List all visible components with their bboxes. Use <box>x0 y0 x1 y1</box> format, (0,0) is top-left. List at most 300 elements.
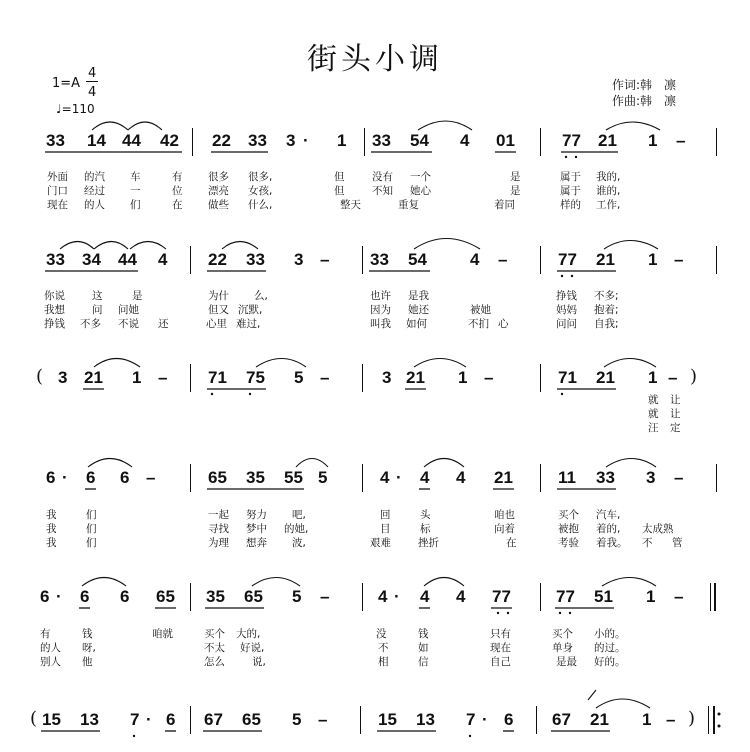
lyric: 谁的, <box>596 185 621 197</box>
note: 3 <box>646 468 656 487</box>
lyric: 一起 <box>208 509 229 521</box>
lyric: 买个 <box>558 509 579 521</box>
bar-line <box>362 364 363 392</box>
note: 1 <box>646 587 656 606</box>
lyric: 不说 <box>118 318 139 330</box>
note-group: 34 <box>82 250 101 269</box>
lyric: 一 <box>130 185 141 197</box>
low-octave-dot <box>561 393 563 395</box>
lyric: 问问 <box>556 318 577 330</box>
note: 1 <box>132 368 142 387</box>
lyric: 向着 <box>494 523 515 535</box>
low-octave-dot <box>565 156 567 158</box>
time-signature-top: 4 <box>88 66 97 81</box>
lyric: 我想 <box>44 304 65 316</box>
double-bar-line <box>714 583 716 611</box>
lyric: 标 <box>420 523 431 535</box>
lyric: 说, <box>252 656 266 668</box>
note: 1 <box>337 131 347 150</box>
lyric: 你说 <box>44 290 65 302</box>
dot: · <box>62 468 68 487</box>
slur <box>60 242 94 250</box>
open-parenthesis: ( <box>36 366 44 387</box>
note: 1 <box>642 710 652 729</box>
dash: – <box>668 368 678 387</box>
lyric: 的她, <box>284 523 309 535</box>
lyric: 门口 <box>47 185 68 197</box>
lyric: 问她 <box>118 304 139 316</box>
bar-line <box>716 128 717 156</box>
lyric: 挫折 <box>418 537 439 549</box>
note-group: 21 <box>406 368 425 387</box>
repeat-dot <box>718 713 721 716</box>
note: 1 <box>648 131 658 150</box>
low-octave-dot <box>497 612 499 614</box>
low-octave-dot <box>575 156 577 158</box>
note: 3 <box>294 250 304 269</box>
note: 5 <box>318 468 328 487</box>
slur <box>606 122 660 130</box>
lyric: 着同 <box>494 199 515 211</box>
bar-line <box>364 128 365 156</box>
lyric: 呀, <box>82 642 96 654</box>
lyric: 很多 <box>208 171 229 183</box>
lyric: 的过。 <box>594 642 626 654</box>
note: 3 <box>286 131 296 150</box>
lyric: 是我 <box>408 290 429 302</box>
lyric: 就 <box>648 394 659 406</box>
lyric: 艰难 <box>370 537 391 549</box>
bar-line <box>190 464 191 492</box>
lyric: 不知 <box>372 185 393 197</box>
note: 4 <box>420 587 430 606</box>
dot: · <box>396 468 402 487</box>
lyric: 就 <box>648 408 659 420</box>
lyric: 是 <box>510 171 521 183</box>
lyric: 也许 <box>370 290 391 302</box>
lyric: 我 <box>46 537 57 549</box>
lyric: 钱 <box>418 628 429 640</box>
lyric: 们 <box>86 537 97 549</box>
lyric: 自己 <box>490 656 511 668</box>
bar-line <box>190 706 191 734</box>
slur <box>418 121 472 130</box>
lyric: 我的, <box>596 171 621 183</box>
slur <box>602 578 656 587</box>
note-group: 65 <box>208 468 227 487</box>
lyric: 现在 <box>490 642 511 654</box>
dash: – <box>666 710 676 729</box>
note-group: 55 <box>284 468 303 487</box>
low-octave-dot <box>507 612 509 614</box>
lyric: 咱也 <box>494 509 515 521</box>
note-group: 71 <box>558 368 577 387</box>
note-group: 75 <box>246 368 265 387</box>
lyric: 不太 <box>204 642 225 654</box>
low-octave-dot <box>569 612 571 614</box>
note-group: 44 <box>122 131 141 150</box>
lyric: 吧, <box>292 509 306 521</box>
underline-marks <box>41 152 621 731</box>
lyric: 想奔 <box>246 537 267 549</box>
note: 6 <box>86 468 96 487</box>
grace-mark <box>588 690 596 700</box>
note-group: 51 <box>594 587 613 606</box>
note: 4 <box>456 468 466 487</box>
close-parenthesis: ) <box>690 366 698 387</box>
lyric: 但又 <box>208 304 229 316</box>
slur <box>424 459 464 468</box>
dash: – <box>320 368 330 387</box>
slur <box>92 122 128 130</box>
dash: – <box>674 587 684 606</box>
time-signature-bottom: 4 <box>88 85 97 100</box>
time-signature-line <box>86 81 98 82</box>
lyric: 经过 <box>84 185 105 197</box>
low-octave-dot <box>571 275 573 277</box>
repeat-dot <box>718 725 721 728</box>
lyric: 钱 <box>82 628 93 640</box>
lyric: 我 <box>46 523 57 535</box>
lyric: 难过, <box>236 318 261 330</box>
lyric: 的汽 <box>84 171 105 183</box>
song-title: 街头小调 <box>307 42 443 77</box>
lyric: 车 <box>130 171 141 183</box>
lyric: 没有 <box>372 171 393 183</box>
slur <box>596 699 650 708</box>
lyric: 但 <box>334 185 345 197</box>
tempo-mark: ♩=110 <box>56 102 95 116</box>
note: 1 <box>648 368 658 387</box>
note: 4 <box>470 250 480 269</box>
lyric: 不 <box>378 642 389 654</box>
dash: – <box>158 368 168 387</box>
lyric: 小的。 <box>594 628 626 640</box>
slur <box>222 242 258 250</box>
slur <box>604 359 656 368</box>
note-group: 35 <box>206 587 225 606</box>
lyric: 好的。 <box>594 656 626 668</box>
lyric: 怎么 <box>204 656 225 668</box>
lyric: 她还 <box>408 304 429 316</box>
lyric: 有 <box>172 171 183 183</box>
lyric: 不多; <box>594 290 619 302</box>
note: 6 <box>166 710 176 729</box>
lyric: 有 <box>40 628 51 640</box>
bar-line <box>540 583 541 611</box>
note-group: 14 <box>87 131 106 150</box>
bar-line <box>540 464 541 492</box>
note: 1 <box>458 368 468 387</box>
dash: – <box>484 368 494 387</box>
bar-line <box>708 706 709 734</box>
note: 4 <box>456 587 466 606</box>
lyric: 很多, <box>248 171 273 183</box>
lyric: 如 <box>418 642 429 654</box>
bar-line <box>716 464 717 492</box>
dash: – <box>318 710 328 729</box>
lyric: 属于 <box>560 171 581 183</box>
note: 4 <box>380 468 390 487</box>
note-group: 21 <box>494 468 513 487</box>
note-group: 65 <box>242 710 261 729</box>
note: 5 <box>292 710 302 729</box>
lyric: 大的, <box>236 628 261 640</box>
low-octave-dot <box>249 393 251 395</box>
note: 6 <box>120 468 130 487</box>
note: 1 <box>648 250 658 269</box>
dash: – <box>498 250 508 269</box>
lyric: 做些 <box>208 199 229 211</box>
lyric: 管 <box>672 537 683 549</box>
slur <box>128 122 162 130</box>
note-group: 22 <box>208 250 227 269</box>
note-group: 77 <box>562 131 581 150</box>
lyric: 努力 <box>246 509 267 521</box>
note: 6 <box>80 587 90 606</box>
slur <box>606 459 656 468</box>
lyric: 他 <box>82 656 93 668</box>
lyric: 抱着; <box>594 304 619 316</box>
lyric: 挣钱 <box>556 290 577 302</box>
lyric: 漂亮 <box>208 185 229 197</box>
note: 4 <box>460 131 470 150</box>
note: 4 <box>420 468 430 487</box>
lyric: 不 <box>642 537 653 549</box>
dot: · <box>394 587 400 606</box>
note-group: 77 <box>558 250 577 269</box>
slur <box>252 578 300 587</box>
bar-line <box>190 583 191 611</box>
lyric: 波, <box>292 537 306 549</box>
note-group: 33 <box>248 131 267 150</box>
note: 4 <box>158 250 168 269</box>
bar-line <box>190 246 191 274</box>
lyric: 自我; <box>594 318 619 330</box>
lyric: 好说, <box>240 642 265 654</box>
lyric: 相 <box>378 656 389 668</box>
lyric: 整天 <box>340 199 361 211</box>
lyric: 单身 <box>552 642 573 654</box>
lyric: 买个 <box>552 628 573 640</box>
note-group: 21 <box>598 131 617 150</box>
lyric: 没 <box>376 628 387 640</box>
note: 6 <box>46 468 56 487</box>
low-octave-dot <box>561 275 563 277</box>
lyric: 不多 <box>80 318 101 330</box>
lyric: 外面 <box>47 171 68 183</box>
note-group: 65 <box>244 587 263 606</box>
lyric: 她心 <box>410 185 431 197</box>
lyric: 被她 <box>470 304 491 316</box>
dash: – <box>320 587 330 606</box>
lyric: 是 <box>510 185 521 197</box>
lyric: 心 <box>498 318 509 330</box>
slur <box>88 459 132 468</box>
lyric: 女孩, <box>248 185 273 197</box>
bar-line <box>362 464 363 492</box>
slur <box>94 242 128 250</box>
bar-line <box>710 583 711 611</box>
low-octave-dot <box>559 612 561 614</box>
note: 5 <box>292 587 302 606</box>
dot: · <box>482 710 488 729</box>
slur <box>604 241 658 250</box>
lyric: 为什 <box>208 290 229 302</box>
note: 4 <box>378 587 388 606</box>
lyric: 们 <box>86 509 97 521</box>
lyric: 叫我 <box>370 318 391 330</box>
note-group: 15 <box>42 710 61 729</box>
note-group: 13 <box>416 710 435 729</box>
lyric: 是最 <box>556 656 577 668</box>
dot: · <box>146 710 152 729</box>
lyric: 别人 <box>40 656 61 668</box>
lyric: 我 <box>46 509 57 521</box>
note-group: 44 <box>118 250 137 269</box>
composer-credit: 作曲:韩 凛 <box>612 94 677 108</box>
lyric: 工作, <box>596 199 621 211</box>
note-group: 01 <box>496 131 515 150</box>
note: 3 <box>382 368 392 387</box>
lyric: 是 <box>132 290 143 302</box>
close-parenthesis: ) <box>688 708 696 729</box>
slur <box>414 239 480 250</box>
lyric: 们 <box>130 199 141 211</box>
lyric: 定 <box>670 422 681 434</box>
dash: – <box>674 468 684 487</box>
lyric: 考验 <box>558 537 579 549</box>
bar-line <box>360 706 361 734</box>
note: 6 <box>120 587 130 606</box>
slur <box>414 359 466 368</box>
lyric: 什么, <box>248 199 273 211</box>
lyric: 在 <box>506 537 517 549</box>
lyric: 一个 <box>410 171 431 183</box>
lyric: 么, <box>254 290 268 302</box>
low-octave-dot <box>469 735 471 737</box>
bar-line <box>190 364 191 392</box>
bar-line <box>540 364 541 392</box>
lyric: 沉默, <box>238 304 263 316</box>
lyric: 让 <box>670 394 681 406</box>
note: 3 <box>58 368 68 387</box>
bar-line <box>362 583 363 611</box>
lyric: 这 <box>92 290 103 302</box>
note-group: 21 <box>590 710 609 729</box>
dash: – <box>146 468 156 487</box>
lyric: 着的, <box>596 523 621 535</box>
lyric: 为理 <box>208 537 229 549</box>
note: 7 <box>466 710 476 729</box>
note-group: 54 <box>408 250 427 269</box>
bar-line <box>536 706 537 734</box>
slur <box>82 578 126 587</box>
lyric: 挣钱 <box>44 318 65 330</box>
lyric: 不扪 <box>468 318 489 330</box>
bar-line <box>716 246 717 274</box>
note-group: 65 <box>156 587 175 606</box>
note-group: 54 <box>410 131 429 150</box>
lyric: 让 <box>670 408 681 420</box>
lyric: 如何 <box>406 318 427 330</box>
lyric: 咱就 <box>152 628 173 640</box>
lyric: 只有 <box>490 628 511 640</box>
slur <box>296 459 328 468</box>
lyric: 妈妈 <box>556 304 577 316</box>
note-group: 33 <box>46 250 65 269</box>
lyric: 问 <box>92 304 103 316</box>
lyric: 的人 <box>84 199 105 211</box>
dot: · <box>56 587 62 606</box>
dash: – <box>674 250 684 269</box>
lyric: 梦中 <box>246 523 267 535</box>
lyric: 目 <box>380 523 391 535</box>
bar-line <box>540 128 541 156</box>
note-group: 71 <box>208 368 227 387</box>
lyricist-credit: 作词:韩 凛 <box>612 78 677 92</box>
lyric: 寻找 <box>208 523 229 535</box>
dash: – <box>320 250 330 269</box>
lyric: 位 <box>172 185 183 197</box>
note: 7 <box>130 710 140 729</box>
lyric: 汪 <box>648 422 659 434</box>
lyric: 重复 <box>398 199 419 211</box>
note-group: 22 <box>212 131 231 150</box>
bar-line <box>192 128 193 156</box>
slur <box>130 242 166 250</box>
note-group: 33 <box>370 250 389 269</box>
bar-line <box>362 246 363 274</box>
note-group: 67 <box>552 710 571 729</box>
note: 6 <box>40 587 50 606</box>
note-group: 33 <box>596 468 615 487</box>
lyric: 汽车, <box>596 509 621 521</box>
lyric: 还 <box>158 318 169 330</box>
lyric: 头 <box>420 509 431 521</box>
slur <box>94 359 140 368</box>
end-repeat-bar <box>713 706 715 734</box>
note-group: 33 <box>246 250 265 269</box>
lyric: 回 <box>380 509 391 521</box>
dash: – <box>676 131 686 150</box>
key-signature: 1=A <box>52 76 81 91</box>
note-group: 67 <box>204 710 223 729</box>
note-group: 42 <box>160 131 179 150</box>
lyric: 买个 <box>204 628 225 640</box>
note-group: 11 <box>558 468 576 487</box>
note-group: 77 <box>492 587 511 606</box>
lyric: 信 <box>418 656 429 668</box>
slur <box>424 578 464 587</box>
lyric: 太成熟 <box>642 523 674 535</box>
lyric: 因为 <box>370 304 391 316</box>
note: 5 <box>294 368 304 387</box>
lyric: 属于 <box>560 185 581 197</box>
lyric: 被抱 <box>558 523 579 535</box>
lyric: 现在 <box>47 199 68 211</box>
note-group: 77 <box>556 587 575 606</box>
note-group: 15 <box>378 710 397 729</box>
note-group: 21 <box>596 368 615 387</box>
lyric: 但 <box>334 171 345 183</box>
note-group: 33 <box>46 131 65 150</box>
lyric: 们 <box>86 523 97 535</box>
lyric: 样的 <box>560 199 581 211</box>
note-group: 21 <box>84 368 103 387</box>
lyric: 的人 <box>40 642 61 654</box>
bar-line <box>540 246 541 274</box>
